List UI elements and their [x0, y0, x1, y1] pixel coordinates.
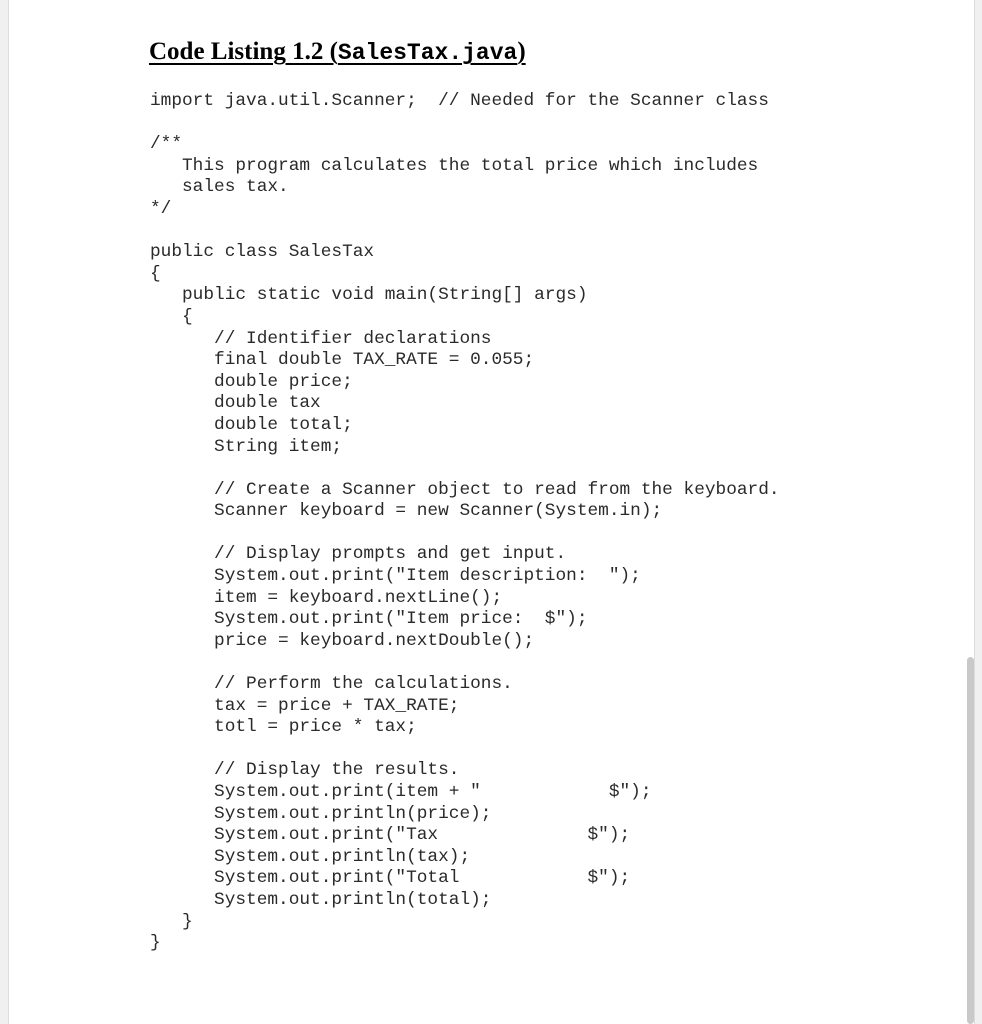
- code-line: System.out.println(tax);: [150, 846, 471, 867]
- code-line: System.out.print("Tax $");: [150, 825, 631, 846]
- code-blank-line: [150, 113, 780, 135]
- code-line: import java.util.Scanner; // Needed for the Scanner class: [150, 91, 769, 111]
- code-line: }: [150, 911, 193, 932]
- code-line: {: [150, 263, 161, 284]
- code-line: sales tax.: [150, 177, 289, 198]
- listing-title-filename: SalesTax.java: [337, 40, 518, 66]
- code-line: double price;: [150, 371, 353, 392]
- code-block: [150, 91, 780, 955]
- code-line: item = keyboard.nextLine();: [150, 587, 503, 608]
- code-blank-line: [150, 458, 780, 480]
- listing-title-prefix: Code Listing 1.2 (: [149, 38, 338, 65]
- code-line: System.out.println(price);: [150, 803, 492, 824]
- code-line: double total;: [150, 414, 353, 435]
- code-line: This program calculates the total price which includes: [150, 155, 759, 176]
- code-line: {: [150, 306, 193, 327]
- code-line: String item;: [150, 436, 343, 457]
- scrollbar-thumb[interactable]: [967, 657, 974, 1024]
- code-blank-line: [150, 739, 780, 761]
- code-line: System.out.print("Total $");: [150, 868, 631, 889]
- code-line: System.out.print(item + " $");: [150, 782, 652, 802]
- code-line: */: [150, 198, 172, 219]
- vertical-scrollbar[interactable]: [967, 0, 974, 1024]
- code-line: }: [150, 933, 161, 954]
- code-line: price = keyboard.nextDouble();: [150, 630, 535, 651]
- code-line: public class SalesTax: [150, 242, 375, 263]
- code-line: // Perform the calculations.: [150, 674, 513, 695]
- code-blank-line: [150, 523, 780, 545]
- code-line: final double TAX_RATE = 0.055;: [150, 350, 535, 371]
- listing-title: [149, 38, 526, 66]
- code-line: System.out.print("Item description: ");: [150, 566, 641, 587]
- listing-title-suffix: ): [517, 38, 526, 65]
- code-line: // Create a Scanner object to read from the keyboard.: [150, 479, 780, 500]
- code-line: double tax: [150, 393, 321, 414]
- code-line: // Display the results.: [150, 760, 460, 781]
- code-line: tax = price + TAX_RATE;: [150, 695, 460, 716]
- code-line: System.out.print("Item price: $");: [150, 609, 588, 630]
- code-blank-line: [150, 652, 780, 674]
- code-line: // Display prompts and get input.: [150, 544, 567, 565]
- document-page: [8, 0, 975, 1024]
- code-line: Scanner keyboard = new Scanner(System.in);: [150, 501, 663, 522]
- code-line: // Identifier declarations: [150, 328, 492, 349]
- code-line: /**: [150, 134, 183, 155]
- code-line: totl = price * tax;: [150, 717, 417, 738]
- code-blank-line: [150, 221, 780, 243]
- code-line: public static void main(String[] args): [150, 285, 588, 306]
- code-line: System.out.println(total);: [150, 889, 492, 910]
